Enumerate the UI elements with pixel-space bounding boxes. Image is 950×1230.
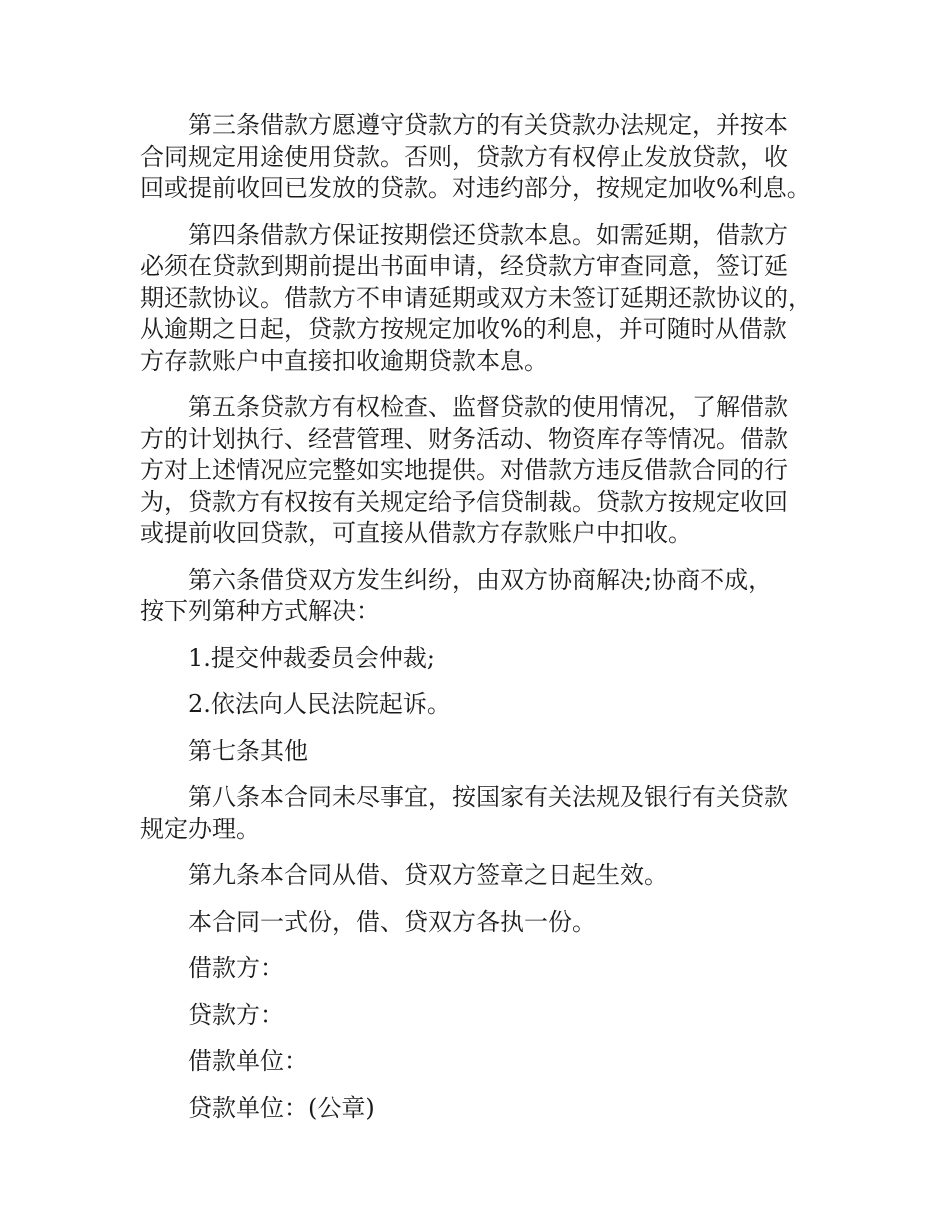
document-body	[140, 110, 820, 1139]
clause-9-line: 第九条本合同从借、贷双方签章之日起生效。	[188, 861, 668, 889]
option-2-line: 2.依法向人民法院起诉。	[188, 690, 451, 718]
clause-7-line: 第七条其他	[188, 736, 308, 765]
clause-5-paragraph: 第五条贷款方有权检查、监督贷款的使用情况，了解借款 方的计划执行、经营管理、财务活动、物资库存等情况。借款 方对上述情况应完整如实地提供。对借款方违反借款合同的行 为，贷款方有权按有关规定给予信贷制裁。贷款方按规定收回 或提前收回贷款，可直接从借款方存款账户中扣收。	[140, 393, 788, 547]
borrowing-unit-line: 借款单位：	[188, 1047, 308, 1075]
clause-3-paragraph: 第三条借款方愿遵守贷款方的有关贷款办法规定，并按本 合同规定用途使用贷款。否则，贷款方有权停止发放贷款，收 回或提前收回已发放的贷款。对违约部分，按规定加收%利息。	[140, 111, 811, 202]
lender-signature-line: 贷款方：	[188, 1000, 284, 1029]
copies-line: 本合同一式份，借、贷双方各执一份。	[188, 907, 596, 936]
clause-6-paragraph: 第六条借贷双方发生纠纷，由双方协商解决;协商不成， 按下列第种方式解决：	[140, 565, 773, 625]
clause-8-paragraph: 第八条本合同未尽事宜，按国家有关法规及银行有关贷款 规定办理。	[140, 783, 788, 843]
clause-4-paragraph: 第四条借款方保证按期偿还贷款本息。如需延期，借款方 必须在贷款到期前提出书面申请，经贷款方审查同意，签订延 期还款协议。借款方不申请延期或双方未签订延期还款协议的， 从逾期之日起，贷款方按规定加收%的利息，并可随时从借款 方存款账户中直接扣收逾期贷款本息。	[140, 220, 812, 375]
borrower-signature-line: 借款方：	[188, 954, 284, 982]
option-1-line: 1.提交仲裁委员会仲裁;	[188, 643, 435, 672]
lending-unit-seal-line: 贷款单位：(公章)	[188, 1093, 375, 1122]
